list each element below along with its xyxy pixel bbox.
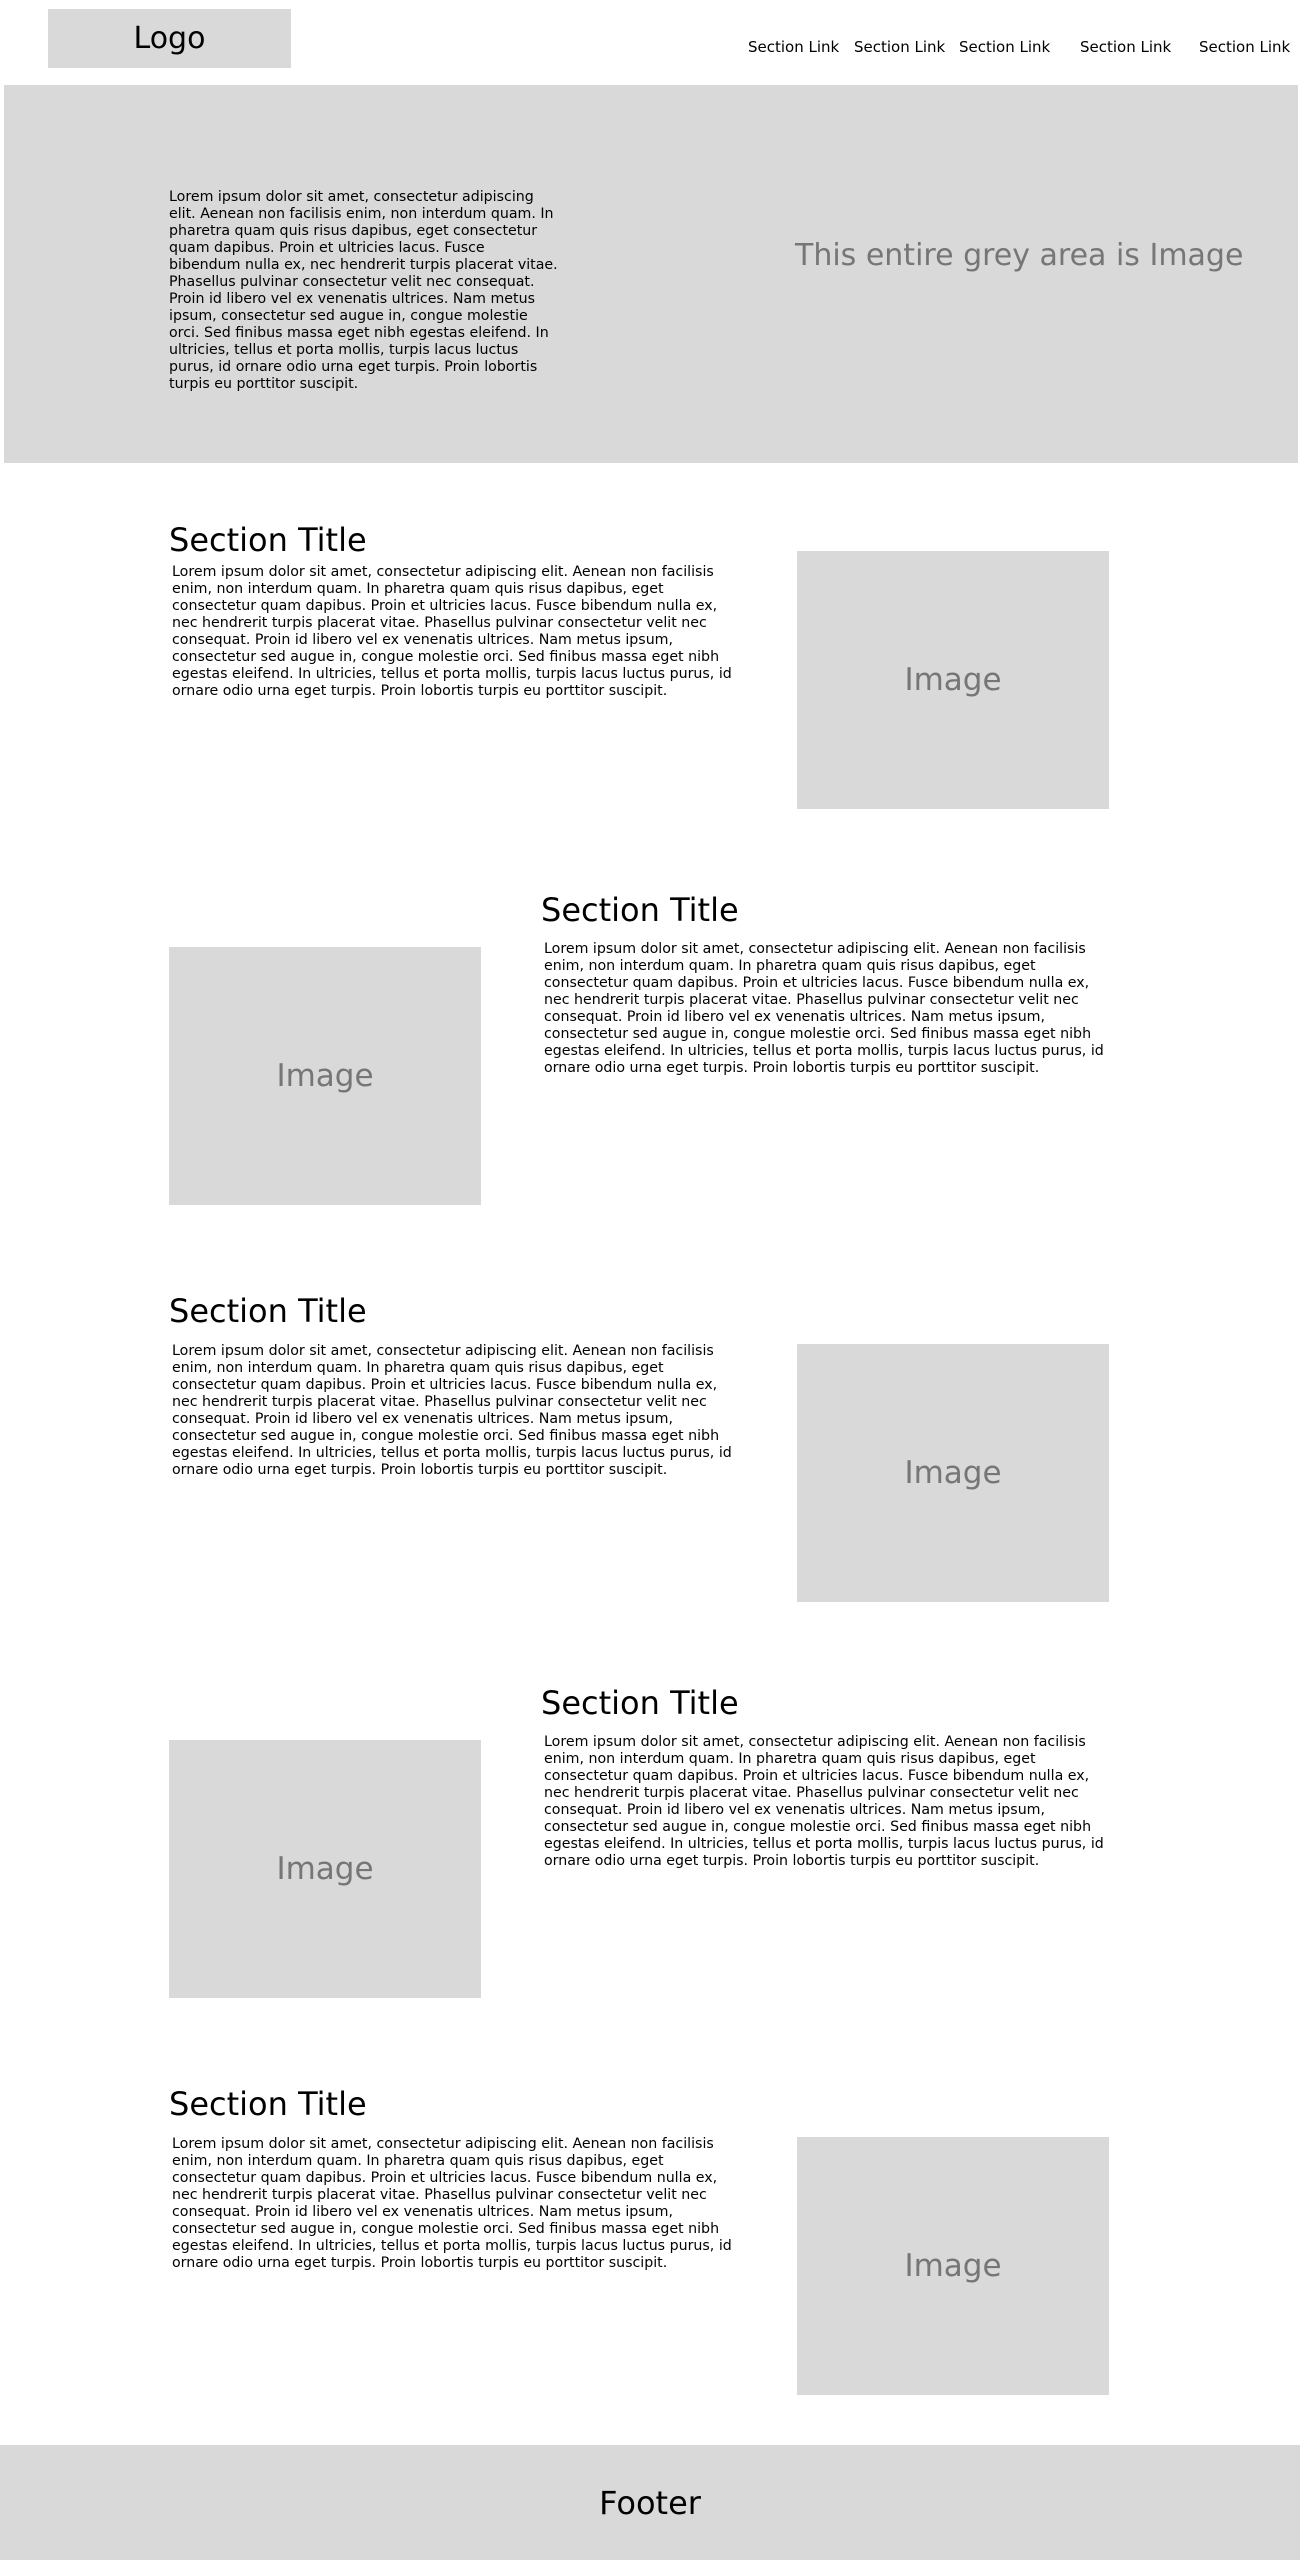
section-5-title: Section Title [169, 2085, 367, 2123]
section-4-image [169, 1740, 481, 1998]
section-1-title: Section Title [169, 521, 367, 559]
section-5-image [797, 2137, 1109, 2395]
nav-link-section-2[interactable]: Section Link [854, 38, 946, 56]
nav-link-section-1[interactable]: Section Link [748, 38, 840, 56]
footer-label: Footer [599, 2483, 701, 2522]
section-1-image [797, 551, 1109, 809]
section-3-text: Lorem ipsum dolor sit amet, consectetur adipiscing elit. Aenean non facilisis enim, non interdum quam. In pharetra quam quis risus dapibus, eget consectetur quam dapibus. Proin et ultricies lacus. Fusce bibendum nulla ex, nec hendrerit turpis placerat vitae. Phasellus pulvinar consectetur velit nec consequat. Proin id libero vel ex venenatis ultrices. Nam metus ipsum, consectetur sed augue in, congue molestie orci. Sed finibus massa eget nibh egestas eleifend. In ultricies, tellus et porta mollis, turpis lacus luctus purus, id ornare odio urna eget turpis. Proin lobortis turpis eu porttitor suscipit. [172, 1343, 732, 1478]
section-3-title: Section Title [169, 1292, 367, 1330]
section-5-text: Lorem ipsum dolor sit amet, consectetur adipiscing elit. Aenean non facilisis enim, non interdum quam. In pharetra quam quis risus dapibus, eget consectetur quam dapibus. Proin et ultricies lacus. Fusce bibendum nulla ex, nec hendrerit turpis placerat vitae. Phasellus pulvinar consectetur velit nec consequat. Proin id libero vel ex venenatis ultrices. Nam metus ipsum, consectetur sed augue in, congue molestie orci. Sed finibus massa eget nibh egestas eleifend. In ultricies, tellus et porta mollis, turpis lacus luctus purus, id ornare odio urna eget turpis. Proin lobortis turpis eu porttitor suscipit. [172, 2136, 732, 2271]
nav-link-section-5[interactable]: Section Link [1199, 38, 1291, 56]
logo[interactable]: Logo [48, 9, 291, 68]
section-3-image [797, 1344, 1109, 1602]
section-1-text: Lorem ipsum dolor sit amet, consectetur adipiscing elit. Aenean non facilisis enim, non interdum quam. In pharetra quam quis risus dapibus, eget consectetur quam dapibus. Proin et ultricies lacus. Fusce bibendum nulla ex, nec hendrerit turpis placerat vitae. Phasellus pulvinar consectetur velit nec consequat. Proin id libero vel ex venenatis ultrices. Nam metus ipsum, consectetur sed augue in, congue molestie orci. Sed finibus massa eget nibh egestas eleifend. In ultricies, tellus et porta mollis, turpis lacus luctus purus, id ornare odio urna eget turpis. Proin lobortis turpis eu porttitor suscipit. [172, 564, 732, 699]
section-1-image-label: Image [904, 662, 1002, 698]
footer [0, 2445, 1300, 2560]
section-2-title: Section Title [541, 891, 739, 929]
hero-image-label: This entire grey area is Image [795, 238, 1244, 273]
nav-link-section-3[interactable]: Section Link [959, 38, 1051, 56]
section-4-text: Lorem ipsum dolor sit amet, consectetur adipiscing elit. Aenean non facilisis enim, non interdum quam. In pharetra quam quis risus dapibus, eget consectetur quam dapibus. Proin et ultricies lacus. Fusce bibendum nulla ex, nec hendrerit turpis placerat vitae. Phasellus pulvinar consectetur velit nec consequat. Proin id libero vel ex venenatis ultrices. Nam metus ipsum, consectetur sed augue in, congue molestie orci. Sed finibus massa eget nibh egestas eleifend. In ultricies, tellus et porta mollis, turpis lacus luctus purus, id ornare odio urna eget turpis. Proin lobortis turpis eu porttitor suscipit. [544, 1734, 1104, 1869]
section-4-title: Section Title [541, 1684, 739, 1722]
section-5-image-label: Image [904, 2248, 1002, 2284]
section-4-image-label: Image [276, 1851, 374, 1887]
section-2-image-label: Image [276, 1058, 374, 1094]
section-2-text: Lorem ipsum dolor sit amet, consectetur adipiscing elit. Aenean non facilisis enim, non interdum quam. In pharetra quam quis risus dapibus, eget consectetur quam dapibus. Proin et ultricies lacus. Fusce bibendum nulla ex, nec hendrerit turpis placerat vitae. Phasellus pulvinar consectetur velit nec consequat. Proin id libero vel ex venenatis ultrices. Nam metus ipsum, consectetur sed augue in, congue molestie orci. Sed finibus massa eget nibh egestas eleifend. In ultricies, tellus et porta mollis, turpis lacus luctus purus, id ornare odio urna eget turpis. Proin lobortis turpis eu porttitor suscipit. [544, 941, 1104, 1076]
nav-link-section-4[interactable]: Section Link [1080, 38, 1172, 56]
hero-text: Lorem ipsum dolor sit amet, consectetur adipiscing elit. Aenean non facilisis enim, non interdum quam. In pharetra quam quis risus dapibus, eget consectetur quam dapibus. Proin et ultricies lacus. Fusce bibendum nulla ex, nec hendrerit turpis placerat vitae. Phasellus pulvinar consectetur velit nec consequat. Proin id libero vel ex venenatis ultrices. Nam metus ipsum, consectetur sed augue in, congue molestie orci. Sed finibus massa eget nibh egestas eleifend. In ultricies, tellus et porta mollis, turpis lacus luctus purus, id ornare odio urna eget turpis. Proin lobortis turpis eu porttitor suscipit. [169, 189, 558, 392]
section-3-image-label: Image [904, 1455, 1002, 1491]
section-2-image [169, 947, 481, 1205]
